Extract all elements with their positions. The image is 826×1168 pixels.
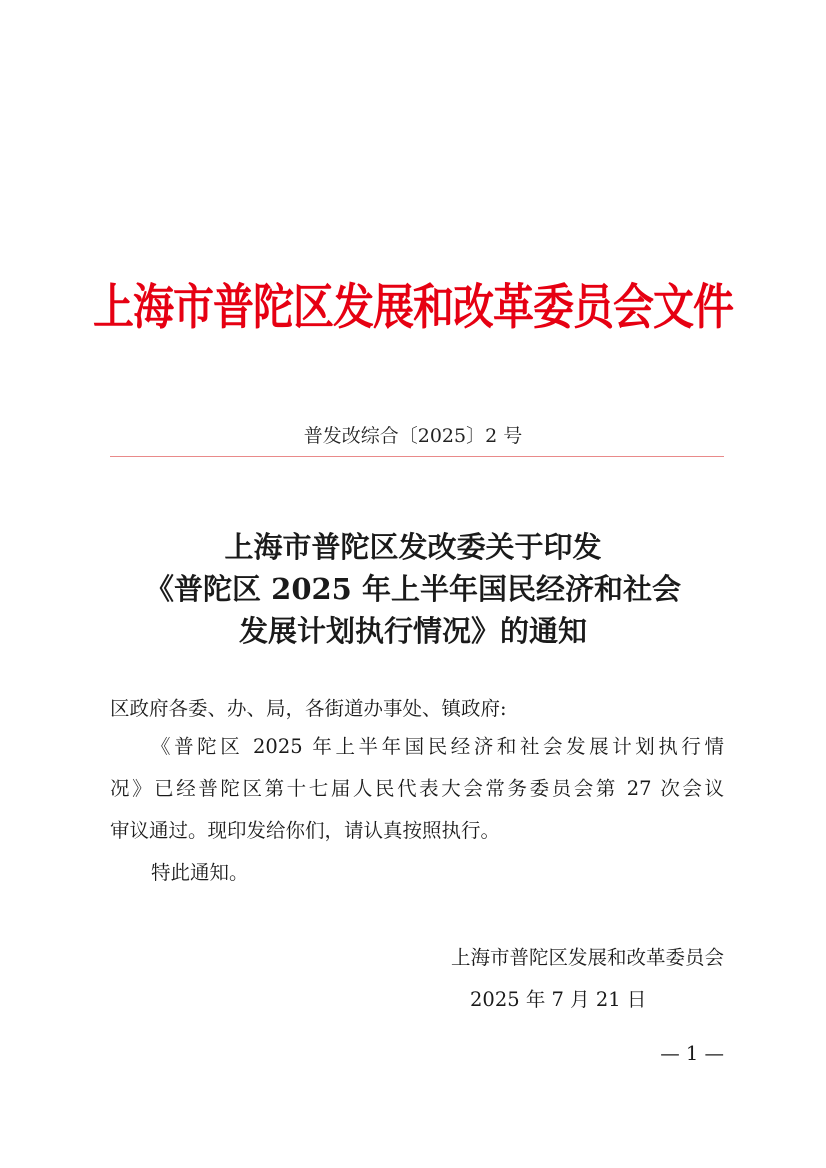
issuer-signature: 上海市普陀区发展和改革委员会 (450, 946, 724, 969)
document-number: 普发改综合〔2025〕2 号 (303, 425, 523, 447)
body-paragraph-line-1: 《普陀区 2025 年上半年国民经济和社会发展计划执行情 (151, 735, 724, 758)
body-paragraph-line-3: 审议通过。现印发给你们，请认真按照执行。 (110, 819, 501, 842)
addressee: 区政府各委、办、局，各街道办事处、镇政府: (110, 697, 507, 720)
header-divider-rule (110, 456, 724, 457)
closing-remark: 特此通知。 (151, 861, 249, 884)
document-title (0, 526, 826, 652)
title-line-2: 《普陀区 2025 年上半年国民经济和社会 (145, 572, 681, 606)
issuer-header-title: 上海市普陀区发展和改革委员会文件 (93, 278, 733, 336)
title-line-3: 发展计划执行情况》的通知 (238, 614, 587, 648)
title-line-1: 上海市普陀区发改委关于印发 (224, 530, 602, 564)
issue-date: 2025 年 7 月 21 日 (470, 988, 647, 1011)
body-paragraph-line-2: 况》已经普陀区第十七届人民代表大会常务委员会第 27 次会议 (110, 777, 724, 800)
page-number: — 1 — (660, 1042, 724, 1065)
